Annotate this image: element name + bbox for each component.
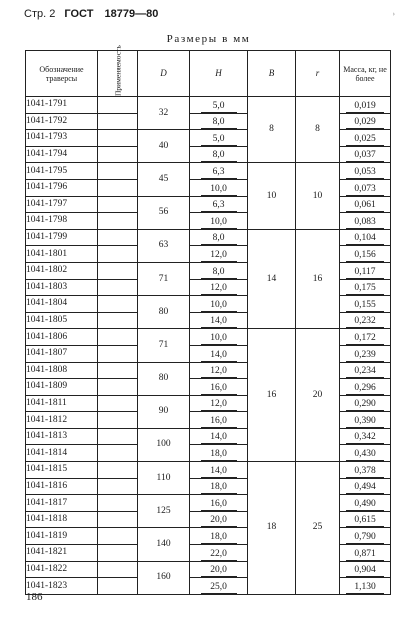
designation-cell: 1041-1814: [26, 445, 98, 462]
designation-cell: 1041-1819: [26, 528, 98, 545]
mass-cell: [340, 428, 391, 445]
designation-cell: 1041-1806: [26, 329, 98, 346]
b-cell: 14: [248, 229, 296, 329]
h-cell: [190, 428, 248, 445]
applicability-cell: [98, 362, 138, 379]
h-cell-value: 12,0: [201, 398, 237, 411]
h-cell-value: 8,0: [201, 266, 237, 279]
h-cell-value: 10,0: [201, 216, 237, 229]
designation-cell: 1041-1803: [26, 279, 98, 296]
mass-cell-value: 0,104: [346, 232, 384, 245]
mass-cell: [340, 345, 391, 362]
designation-cell: 1041-1816: [26, 478, 98, 495]
h-cell-value: 12,0: [201, 365, 237, 378]
designation-cell: 1041-1815: [26, 462, 98, 479]
designation-cell: 1041-1792: [26, 113, 98, 130]
h-cell: [190, 279, 248, 296]
mass-cell-value: 0,390: [346, 415, 384, 428]
h-cell: [190, 445, 248, 462]
h-cell-value: 10,0: [201, 332, 237, 345]
h-cell-value: 8,0: [201, 116, 237, 129]
b-cell: 10: [248, 163, 296, 229]
applicability-cell: [98, 345, 138, 362]
designation-cell: 1041-1794: [26, 146, 98, 163]
mass-cell-value: 0,239: [346, 349, 384, 362]
h-cell: [190, 229, 248, 246]
col-header-mass: Масса, кг, не более: [340, 51, 391, 97]
mass-cell-value: 0,073: [346, 183, 384, 196]
mass-cell: [340, 478, 391, 495]
mass-cell-value: 0,290: [346, 398, 384, 411]
applicability-cell: [98, 146, 138, 163]
mass-cell: [340, 511, 391, 528]
mass-cell: [340, 528, 391, 545]
mass-cell-value: 0,234: [346, 365, 384, 378]
mass-cell: [340, 279, 391, 296]
h-cell: [190, 113, 248, 130]
applicability-cell: [98, 229, 138, 246]
designation-cell: 1041-1812: [26, 412, 98, 429]
corner-mark: ›: [392, 10, 395, 18]
d-cell: 71: [138, 262, 190, 295]
mass-cell: [340, 445, 391, 462]
d-cell: 56: [138, 196, 190, 229]
applicability-cell: [98, 262, 138, 279]
mass-cell-value: 0,904: [346, 564, 384, 577]
d-cell: 140: [138, 528, 190, 561]
designation-cell: 1041-1817: [26, 495, 98, 512]
designation-cell: 1041-1813: [26, 428, 98, 445]
d-cell: 45: [138, 163, 190, 196]
d-cell: 110: [138, 462, 190, 495]
mass-cell: [340, 545, 391, 562]
applicability-cell: [98, 312, 138, 329]
designation-cell: 1041-1796: [26, 179, 98, 196]
h-cell-value: 20,0: [201, 514, 237, 527]
mass-cell: [340, 296, 391, 313]
applicability-cell: [98, 130, 138, 147]
applicability-cell: [98, 561, 138, 578]
h-cell-value: 18,0: [201, 448, 237, 461]
h-cell-value: 5,0: [201, 100, 237, 113]
designation-cell: 1041-1809: [26, 379, 98, 396]
h-cell-value: 22,0: [201, 548, 237, 561]
applicability-cell: [98, 97, 138, 114]
h-cell: [190, 561, 248, 578]
col-header-designation: Обозначение траверсы: [26, 51, 98, 97]
table-row: [26, 163, 391, 180]
table-row: [26, 329, 391, 346]
h-cell-value: 12,0: [201, 282, 237, 295]
designation-cell: 1041-1821: [26, 545, 98, 562]
applicability-cell: [98, 246, 138, 263]
h-cell: [190, 312, 248, 329]
applicability-cell: [98, 578, 138, 595]
mass-cell: [340, 362, 391, 379]
h-cell-value: 18,0: [201, 531, 237, 544]
designation-cell: 1041-1802: [26, 262, 98, 279]
designation-cell: 1041-1807: [26, 345, 98, 362]
h-cell-value: 16,0: [201, 382, 237, 395]
h-cell-value: 14,0: [201, 349, 237, 362]
applicability-cell: [98, 478, 138, 495]
applicability-cell: [98, 213, 138, 230]
h-cell: [190, 395, 248, 412]
designation-cell: 1041-1811: [26, 395, 98, 412]
mass-cell-value: 0,430: [346, 448, 384, 461]
col-header-h: H: [190, 51, 248, 97]
h-cell: [190, 163, 248, 180]
dimensions-table: [25, 45, 391, 595]
mass-cell-value: 0,871: [346, 548, 384, 561]
h-cell-value: 6,3: [201, 166, 237, 179]
applicability-cell: [98, 395, 138, 412]
mass-cell: [340, 561, 391, 578]
h-cell-value: 20,0: [201, 564, 237, 577]
mass-cell: [340, 196, 391, 213]
h-cell-value: 16,0: [201, 415, 237, 428]
applicability-cell: [98, 329, 138, 346]
designation-cell: 1041-1818: [26, 511, 98, 528]
d-cell: 63: [138, 229, 190, 262]
h-cell-value: 12,0: [201, 249, 237, 262]
mass-cell-value: 0,172: [346, 332, 384, 345]
mass-cell-value: 1,130: [346, 581, 384, 594]
mass-cell: [340, 495, 391, 512]
table-caption: Размеры в мм: [166, 33, 251, 45]
mass-cell: [340, 179, 391, 196]
mass-cell: [340, 229, 391, 246]
d-cell: 71: [138, 329, 190, 362]
h-cell: [190, 196, 248, 213]
applicability-cell: [98, 511, 138, 528]
mass-cell-value: 0,037: [346, 149, 384, 162]
b-cell: 8: [248, 97, 296, 163]
designation-cell: 1041-1793: [26, 130, 98, 147]
mass-cell-value: 0,494: [346, 481, 384, 494]
table-body: [26, 97, 391, 595]
r-cell: 16: [296, 229, 340, 329]
applicability-cell: [98, 279, 138, 296]
h-cell: [190, 296, 248, 313]
d-cell: 32: [138, 97, 190, 130]
designation-cell: 1041-1823: [26, 578, 98, 595]
mass-cell: [340, 312, 391, 329]
mass-cell: [340, 246, 391, 263]
page-header: [24, 8, 158, 20]
d-cell: 90: [138, 395, 190, 428]
h-cell-value: 14,0: [201, 465, 237, 478]
h-cell: [190, 462, 248, 479]
h-cell: [190, 146, 248, 163]
h-cell: [190, 495, 248, 512]
standard-label: ГОСТ: [64, 8, 94, 20]
d-cell: 160: [138, 561, 190, 594]
h-cell-value: 10,0: [201, 299, 237, 312]
mass-cell-value: 0,053: [346, 166, 384, 179]
mass-cell-value: 0,019: [346, 100, 384, 113]
r-cell: 8: [296, 97, 340, 163]
mass-cell: [340, 329, 391, 346]
applicability-cell: [98, 528, 138, 545]
h-cell: [190, 478, 248, 495]
mass-cell-value: 0,342: [346, 431, 384, 444]
designation-cell: 1041-1805: [26, 312, 98, 329]
mass-cell-value: 0,378: [346, 465, 384, 478]
table-row: [26, 462, 391, 479]
col-header-r: r: [296, 51, 340, 97]
h-cell: [190, 578, 248, 595]
h-cell: [190, 179, 248, 196]
mass-cell-value: 0,083: [346, 216, 384, 229]
standard-number: 18779—80: [104, 8, 159, 20]
mass-cell-value: 0,490: [346, 498, 384, 511]
mass-cell: [340, 213, 391, 230]
mass-cell-value: 0,156: [346, 249, 384, 262]
h-cell-value: 14,0: [201, 315, 237, 328]
r-cell: 10: [296, 163, 340, 229]
h-cell-value: 6,3: [201, 199, 237, 212]
mass-cell: [340, 395, 391, 412]
h-cell: [190, 545, 248, 562]
mass-cell: [340, 462, 391, 479]
h-cell-value: 10,0: [201, 183, 237, 196]
col-header-d: D: [138, 51, 190, 97]
h-cell: [190, 412, 248, 429]
page-number: 186: [26, 591, 43, 603]
h-cell-value: 8,0: [201, 232, 237, 245]
mass-cell: [340, 97, 391, 114]
h-cell: [190, 213, 248, 230]
mass-cell: [340, 146, 391, 163]
h-cell: [190, 345, 248, 362]
applicability-cell: [98, 545, 138, 562]
applicability-cell: [98, 179, 138, 196]
mass-cell: [340, 163, 391, 180]
d-cell: 100: [138, 428, 190, 461]
b-cell: 16: [248, 329, 296, 462]
col-header-b: B: [248, 51, 296, 97]
h-cell: [190, 97, 248, 114]
designation-cell: 1041-1808: [26, 362, 98, 379]
h-cell-value: 5,0: [201, 133, 237, 146]
mass-cell: [340, 113, 391, 130]
h-cell-value: 25,0: [201, 581, 237, 594]
table-row: [26, 97, 391, 114]
mass-cell-value: 0,061: [346, 199, 384, 212]
mass-cell: [340, 578, 391, 595]
h-cell: [190, 379, 248, 396]
mass-cell-value: 0,790: [346, 531, 384, 544]
designation-cell: 1041-1791: [26, 97, 98, 114]
h-cell: [190, 511, 248, 528]
mass-cell-value: 0,296: [346, 382, 384, 395]
designation-cell: 1041-1822: [26, 561, 98, 578]
h-cell: [190, 262, 248, 279]
h-cell: [190, 528, 248, 545]
page-label: Стр. 2: [24, 8, 56, 20]
mass-cell-value: 0,232: [346, 315, 384, 328]
mass-cell-value: 0,117: [346, 266, 384, 279]
mass-cell: [340, 379, 391, 396]
mass-cell-value: 0,025: [346, 133, 384, 146]
applicability-cell: [98, 296, 138, 313]
h-cell-value: 16,0: [201, 498, 237, 511]
h-cell: [190, 362, 248, 379]
applicability-cell: [98, 196, 138, 213]
applicability-cell: [98, 462, 138, 479]
designation-cell: 1041-1799: [26, 229, 98, 246]
mass-cell: [340, 262, 391, 279]
h-cell: [190, 329, 248, 346]
mass-cell-value: 0,029: [346, 116, 384, 129]
d-cell: 40: [138, 130, 190, 163]
designation-cell: 1041-1804: [26, 296, 98, 313]
h-cell-value: 8,0: [201, 149, 237, 162]
designation-cell: 1041-1795: [26, 163, 98, 180]
d-cell: 125: [138, 495, 190, 528]
r-cell: 25: [296, 462, 340, 595]
mass-cell-value: 0,155: [346, 299, 384, 312]
d-cell: 80: [138, 296, 190, 329]
b-cell: 18: [248, 462, 296, 595]
applicability-cell: [98, 412, 138, 429]
r-cell: 20: [296, 329, 340, 462]
applicability-cell: [98, 495, 138, 512]
h-cell: [190, 246, 248, 263]
mass-cell-value: 0,175: [346, 282, 384, 295]
h-cell-value: 14,0: [201, 431, 237, 444]
mass-cell-value: 0,615: [346, 514, 384, 527]
mass-cell: [340, 412, 391, 429]
applicability-cell: [98, 379, 138, 396]
designation-cell: 1041-1801: [26, 246, 98, 263]
applicability-cell: [98, 445, 138, 462]
h-cell-value: 18,0: [201, 481, 237, 494]
d-cell: 80: [138, 362, 190, 395]
applicability-cell: [98, 163, 138, 180]
col-header-applicability: Применяемость: [98, 51, 138, 97]
table-row: [26, 229, 391, 246]
table-header-row: [26, 51, 391, 97]
applicability-cell: [98, 113, 138, 130]
applicability-cell: [98, 428, 138, 445]
h-cell: [190, 130, 248, 147]
designation-cell: 1041-1798: [26, 213, 98, 230]
mass-cell: [340, 130, 391, 147]
designation-cell: 1041-1797: [26, 196, 98, 213]
